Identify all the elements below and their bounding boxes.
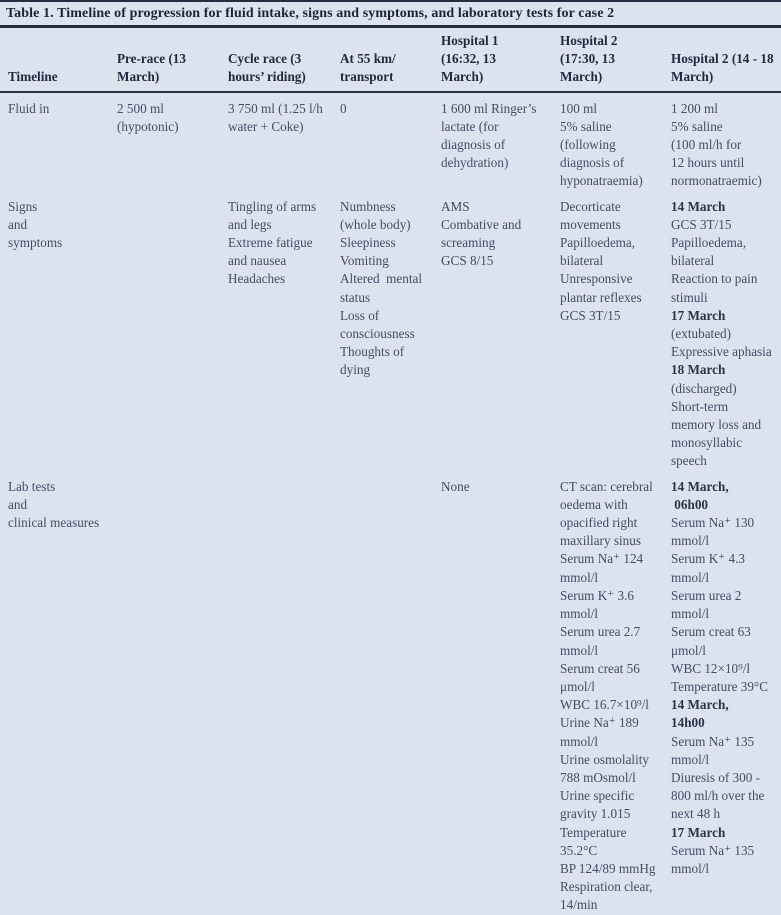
cell-line: 14 March xyxy=(671,198,726,214)
cell-line: normonatraemic) xyxy=(671,173,762,189)
cell-line: (whole body) xyxy=(340,216,411,232)
lab-tests-cell-2 xyxy=(228,471,340,915)
cell-line: and nausea xyxy=(228,253,287,269)
cell-line: None xyxy=(441,478,470,494)
column-header-3 xyxy=(340,28,441,92)
cell-line: Urine Na⁺ 189 xyxy=(560,715,639,731)
cell-line: 1 600 ml Ringer’s xyxy=(441,100,537,116)
column-header-5 xyxy=(560,28,671,92)
cell-line: stimuli xyxy=(671,289,708,305)
cell-line: movements xyxy=(560,216,621,232)
cell-line: 14/min xyxy=(560,897,598,913)
cell-line: Pre-race (13 xyxy=(117,51,186,67)
cell-line: bilateral xyxy=(560,253,604,269)
column-header-1 xyxy=(117,28,228,92)
signs-and-symptoms-cell-6 xyxy=(671,191,781,471)
column-header-2 xyxy=(228,28,340,92)
cell-line: 2 500 ml xyxy=(117,100,164,116)
cell-line: Serum Na⁺ 135 xyxy=(671,733,755,749)
cell-line: μmol/l xyxy=(671,642,706,658)
cell-line: lactate (for xyxy=(441,118,499,134)
cell-line: 14h00 xyxy=(671,715,705,731)
cell-line: 12 hours until xyxy=(671,155,745,171)
cell-line: 800 ml/h over the xyxy=(671,788,765,804)
cell-line: 3 750 ml (1.25 l/h xyxy=(228,100,323,116)
cell-line: 14 March, xyxy=(671,478,729,494)
cell-line: memory loss and xyxy=(671,417,762,433)
cell-line: 14 March, xyxy=(671,697,729,713)
table-header xyxy=(0,28,781,92)
cell-line: Cycle race (3 xyxy=(228,51,302,67)
lab-tests-cell-4 xyxy=(441,471,560,915)
cell-line: oedema with xyxy=(560,496,628,512)
lab-tests-cell-6 xyxy=(671,471,781,915)
cell-line: mmol/l xyxy=(671,533,710,549)
cell-line: March) xyxy=(560,69,603,85)
cell-line: plantar reflexes xyxy=(560,289,642,305)
cell-line: mmol/l xyxy=(671,569,710,585)
cell-line: Serum urea 2 xyxy=(671,587,742,603)
cell-line: Papilloedema, xyxy=(671,235,747,251)
cell-line: 788 mOsmol/l xyxy=(560,769,636,785)
cell-line: Temperature 39°C xyxy=(671,678,768,694)
signs-and-symptoms-cell-0 xyxy=(0,191,117,471)
cell-line: Urine specific xyxy=(560,788,635,804)
cell-line: Serum K⁺ 3.6 xyxy=(560,587,634,603)
signs-and-symptoms-cell-4 xyxy=(441,191,560,471)
table-row-fluid-in xyxy=(0,92,781,191)
cell-line: consciousness xyxy=(340,326,415,342)
cell-line: Decorticate xyxy=(560,198,621,214)
cell-line: BP 124/89 mmHg xyxy=(560,860,656,876)
lab-tests-cell-0 xyxy=(0,471,117,915)
cell-line: Timeline xyxy=(8,69,58,85)
header-row xyxy=(0,28,781,92)
cell-line: Serum creat 63 xyxy=(671,624,751,640)
cell-line: gravity 1.015 xyxy=(560,806,631,822)
cell-line: 1 200 ml xyxy=(671,100,718,116)
cell-line: Short-term xyxy=(671,398,729,414)
table-title: Table 1. Timeline of progression for fluid intake, signs and symptoms, and laboratory tests for case 2 xyxy=(6,6,615,21)
cell-line: (100 ml/h for xyxy=(671,137,742,153)
cell-line: 5% saline xyxy=(560,118,612,134)
cell-line: Hospital 2 xyxy=(560,33,618,48)
cell-line: speech xyxy=(671,453,707,469)
cell-line: mmol/l xyxy=(671,860,710,876)
cell-line: At 55 km/ xyxy=(340,51,396,67)
cell-line: March) xyxy=(441,69,484,85)
cell-line: symptoms xyxy=(8,235,63,251)
fluid-in-cell-4 xyxy=(441,92,560,191)
cell-line: WBC 16.7×10⁹/l xyxy=(560,697,649,713)
cell-line: Reaction to pain xyxy=(671,271,758,287)
cell-line: Serum Na⁺ 130 xyxy=(671,515,755,531)
cell-line: 35.2°C xyxy=(560,842,598,858)
cell-line: (discharged) xyxy=(671,380,737,396)
cell-line: transport xyxy=(340,69,394,85)
cell-line: Altered mental xyxy=(340,271,423,287)
cell-line: maxillary sinus xyxy=(560,533,641,549)
lab-tests-cell-1 xyxy=(117,471,228,915)
cell-line: (17:30, 13 xyxy=(560,51,615,67)
cell-line: Thoughts of xyxy=(340,344,405,360)
cell-line: 5% saline xyxy=(671,118,723,134)
cell-line: GCS 3T/15 xyxy=(560,307,621,323)
cell-line: 0 xyxy=(340,100,347,116)
cell-line: (following xyxy=(560,137,616,153)
cell-line: dehydration) xyxy=(441,155,509,171)
cell-line: (extubated) xyxy=(671,326,732,342)
column-header-0 xyxy=(0,28,117,92)
cell-line: mmol/l xyxy=(671,606,710,622)
cell-line: Headaches xyxy=(228,271,286,287)
cell-line: clinical measures xyxy=(8,515,100,531)
cell-line: hyponatraemia) xyxy=(560,173,643,189)
cell-line: Serum urea 2.7 xyxy=(560,624,641,640)
fluid-in-cell-0 xyxy=(0,92,117,191)
signs-and-symptoms-cell-5 xyxy=(560,191,671,471)
cell-line: Signs xyxy=(8,198,38,214)
cell-line: Combative and xyxy=(441,216,522,232)
cell-line: μmol/l xyxy=(560,678,595,694)
fluid-in-cell-6 xyxy=(671,92,781,191)
cell-line: Fluid in xyxy=(8,100,50,116)
timeline-table xyxy=(0,28,781,915)
cell-line: Hospital 1 xyxy=(441,33,499,48)
cell-line: Sleepiness xyxy=(340,235,396,251)
cell-line: Tingling of arms xyxy=(228,198,317,214)
table-row-signs-and-symptoms xyxy=(0,191,781,471)
cell-line: screaming xyxy=(441,235,496,251)
cell-line: (16:32, 13 xyxy=(441,51,496,67)
cell-line: opacified right xyxy=(560,515,638,531)
cell-line: Extreme fatigue xyxy=(228,235,313,251)
table-body xyxy=(0,92,781,915)
cell-line: GCS 3T/15 xyxy=(671,216,732,232)
cell-line: Urine osmolality xyxy=(560,751,650,767)
cell-line: mmol/l xyxy=(560,606,599,622)
cell-line: status xyxy=(340,289,371,305)
cell-line: Temperature xyxy=(560,824,627,840)
cell-line: Unresponsive xyxy=(560,271,633,287)
cell-line: hours’ riding) xyxy=(228,69,306,85)
cell-line: Lab tests xyxy=(8,478,56,494)
cell-line: and xyxy=(8,216,28,232)
fluid-in-cell-3 xyxy=(340,92,441,191)
cell-line: 17 March xyxy=(671,307,726,323)
signs-and-symptoms-cell-1 xyxy=(117,191,228,471)
cell-line: March) xyxy=(117,69,160,85)
cell-line: AMS xyxy=(441,198,470,214)
cell-line: mmol/l xyxy=(560,642,599,658)
cell-line: (hypotonic) xyxy=(117,118,179,134)
cell-line: monosyllabic xyxy=(671,435,743,451)
cell-line: mmol/l xyxy=(671,751,710,767)
cell-line: March) xyxy=(671,69,714,85)
cell-line: Hospital 2 (14 - 18 xyxy=(671,51,774,67)
cell-line: WBC 12×10⁹/l xyxy=(671,660,751,676)
cell-line: Serum Na⁺ 124 xyxy=(560,551,644,567)
cell-line: Diuresis of 300 - xyxy=(671,769,761,785)
cell-line: diagnosis of xyxy=(560,155,625,171)
cell-line: and legs xyxy=(228,216,272,232)
cell-line: Numbness xyxy=(340,198,396,214)
cell-line: 18 March xyxy=(671,362,726,378)
cell-line: GCS 8/15 xyxy=(441,253,494,269)
lab-tests-cell-3 xyxy=(340,471,441,915)
cell-line: Serum creat 56 xyxy=(560,660,640,676)
cell-line: Papilloedema, xyxy=(560,235,636,251)
fluid-in-cell-5 xyxy=(560,92,671,191)
signs-and-symptoms-cell-3 xyxy=(340,191,441,471)
table-row-lab-tests xyxy=(0,471,781,915)
lab-tests-cell-5 xyxy=(560,471,671,915)
cell-line: 100 ml xyxy=(560,100,597,116)
cell-line: Vomiting xyxy=(340,253,389,269)
cell-line: bilateral xyxy=(671,253,715,269)
cell-line: Respiration clear, xyxy=(560,879,653,895)
cell-line: mmol/l xyxy=(560,569,599,585)
cell-line: and xyxy=(8,496,28,512)
fluid-in-cell-2 xyxy=(228,92,340,191)
signs-and-symptoms-cell-2 xyxy=(228,191,340,471)
cell-line: mmol/l xyxy=(560,733,599,749)
column-header-6 xyxy=(671,28,781,92)
cell-line: next 48 h xyxy=(671,806,721,822)
cell-line: CT scan: cerebral xyxy=(560,478,653,494)
column-header-4 xyxy=(441,28,560,92)
cell-line: water + Coke) xyxy=(228,118,304,134)
cell-line: dying xyxy=(340,362,371,378)
fluid-in-cell-1 xyxy=(117,92,228,191)
cell-line: Serum K⁺ 4.3 xyxy=(671,551,745,567)
cell-line: Loss of xyxy=(340,307,380,323)
cell-line: diagnosis of xyxy=(441,137,506,153)
cell-line: 06h00 xyxy=(671,496,709,512)
cell-line: Serum Na⁺ 135 xyxy=(671,842,755,858)
cell-line: Expressive aphasia xyxy=(671,344,772,360)
cell-line: 17 March xyxy=(671,824,726,840)
